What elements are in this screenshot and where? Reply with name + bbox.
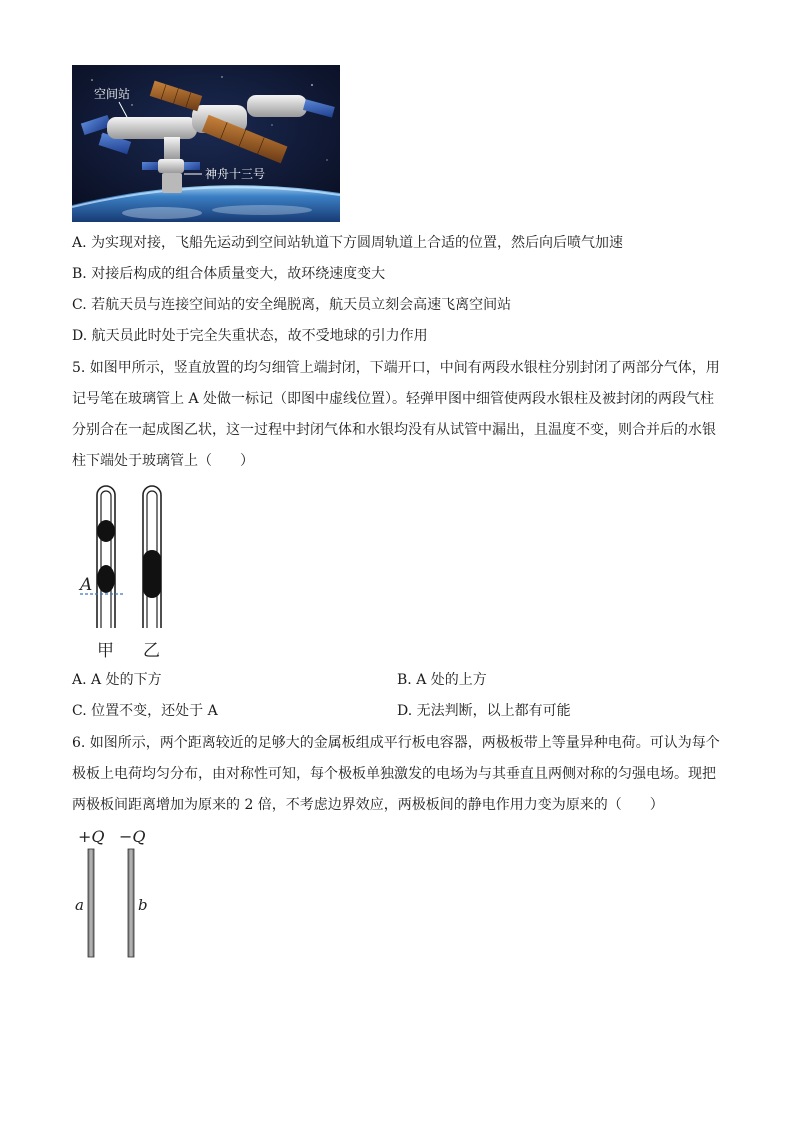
plate-b-label: b bbox=[138, 896, 148, 914]
q6-capacitor-figure bbox=[72, 822, 162, 962]
charge-minus-q: −Q bbox=[119, 827, 146, 846]
space-station-photo bbox=[72, 65, 340, 222]
q4-option-c: C. 若航天员与连接空间站的安全绳脱离，航天员立刻会高速飞离空间站 bbox=[72, 297, 512, 313]
q6-stem-line-3: 两极板间距离增加为原来的 2 倍，不考虑边界效应，两极板间的静电作用力变为原来的（ ） bbox=[72, 797, 664, 813]
q6-stem-line-2: 极板上电荷均匀分布，由对称性可知，每个极板单独激发的电场为与其垂直且两侧对称的匀强电场。现把 bbox=[72, 766, 716, 782]
mercury-column-lower bbox=[97, 565, 115, 593]
label-shenzhou: 神舟十三号 bbox=[205, 167, 266, 181]
q5-stem-line-2: 记号笔在玻璃管上 A 处做一标记（即图中虚线位置）。轻弹甲图中细管使两段水银柱及被封闭的两段气柱 bbox=[72, 391, 715, 407]
charge-plus-q: +Q bbox=[78, 827, 105, 846]
mercury-column-upper bbox=[97, 520, 115, 542]
q5-option-b: B. A 处的上方 bbox=[397, 672, 487, 688]
q5-option-d: D. 无法判断，以上都有可能 bbox=[397, 703, 571, 719]
mark-a-label: A bbox=[80, 575, 93, 595]
q4-option-d: D. 航天员此时处于完全失重状态，故不受地球的引力作用 bbox=[72, 328, 428, 344]
q5-tube-figure bbox=[72, 478, 192, 663]
q5-option-c: C. 位置不变，还处于 A bbox=[72, 703, 218, 719]
plate-b bbox=[128, 849, 134, 957]
q4-option-a: A. 为实现对接，飞船先运动到空间站轨道下方圆周轨道上合适的位置，然后向后喷气加速 bbox=[72, 235, 624, 251]
plate-a bbox=[88, 849, 94, 957]
q5-stem-line-4: 柱下端处于玻璃管上（ ） bbox=[72, 453, 254, 469]
label-jia: 甲 bbox=[97, 641, 114, 661]
q6-stem-line-1: 6. 如图所示，两个距离较近的足够大的金属板组成平行板电容器，两极板带上等量异种电荷。可认为每个 bbox=[72, 735, 720, 751]
q5-stem-line-3: 分别合在一起成图乙状，这一过程中封闭气体和水银均没有从试管中漏出，且温度不变，则合并后的水银 bbox=[72, 422, 716, 438]
q5-option-a: A. A 处的下方 bbox=[72, 672, 162, 688]
q5-stem-line-1: 5. 如图甲所示，竖直放置的均匀细管上端封闭，下端开口，中间有两段水银柱分别封闭了两部分气体，用 bbox=[72, 360, 720, 376]
q4-option-b: B. 对接后构成的组合体质量变大，故环绕速度变大 bbox=[72, 266, 386, 282]
tube-jia bbox=[97, 486, 115, 628]
mercury-column-merged bbox=[143, 550, 161, 598]
label-space-station: 空间站 bbox=[94, 87, 131, 101]
plate-a-label: a bbox=[75, 896, 84, 914]
label-yi: 乙 bbox=[143, 641, 160, 661]
